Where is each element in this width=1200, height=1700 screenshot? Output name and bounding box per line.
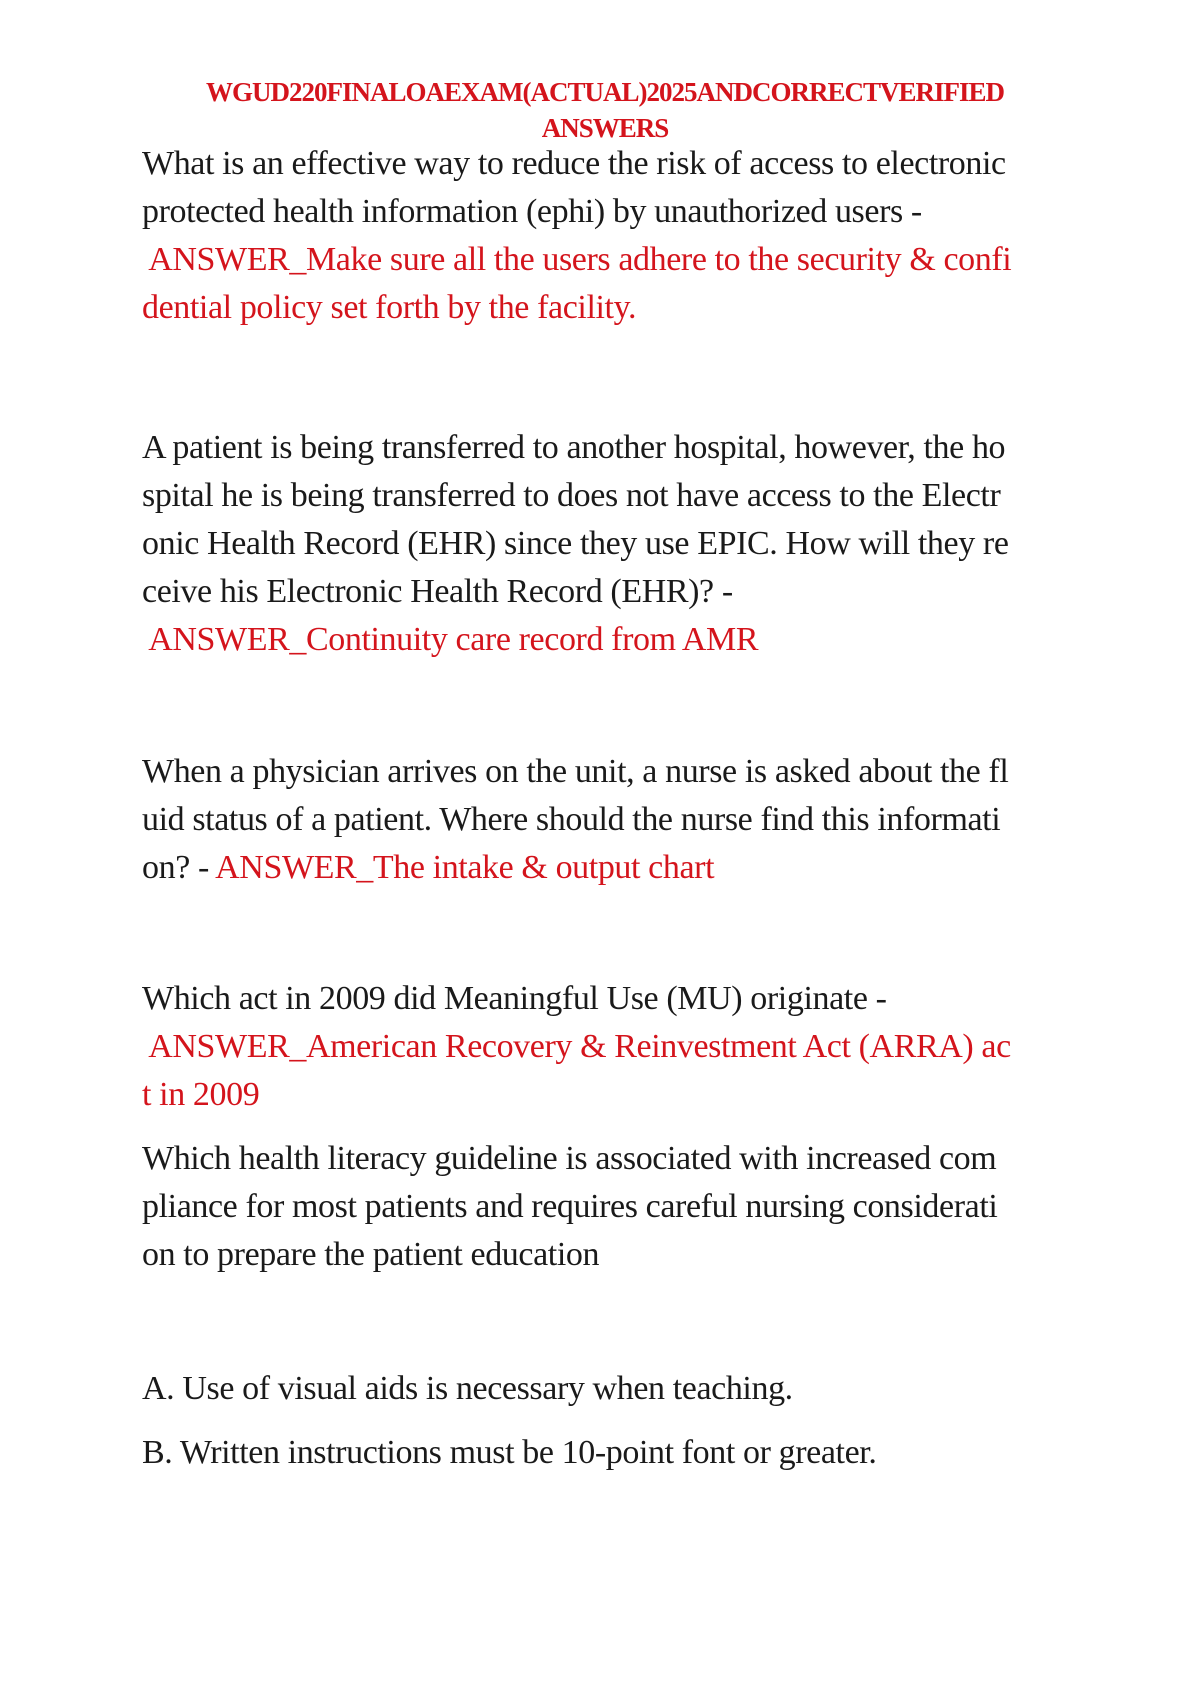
question-text: When a physician arrives on the unit, a nurse is asked about the fl [142, 753, 1009, 790]
answer-text: ANSWER_Make sure all the users adhere to the security & confi [142, 241, 1012, 278]
answer-text: ANSWER_Continuity care record from AMR [142, 621, 759, 658]
question-text: onic Health Record (EHR) since they use EPIC. How will they re [142, 525, 1009, 562]
answer-text: ANSWER_American Recovery & Reinvestment Act (ARRA) ac [142, 1028, 1011, 1065]
question-text: on? - [142, 849, 216, 886]
question-block-5 [142, 1135, 1072, 1279]
question-text: Which health literacy guideline is associated with increased com [142, 1140, 997, 1177]
answer-text: dential policy set forth by the facility. [142, 289, 637, 326]
answer-options [142, 1365, 1072, 1477]
option-b: B. Written instructions must be 10-point font or greater. [142, 1434, 877, 1471]
document-title-line-2: ANSWERS [541, 113, 669, 143]
answer-text: ANSWER_The intake & output chart [215, 849, 715, 886]
question-text: pliance for most patients and requires careful nursing considerati [142, 1188, 998, 1225]
question-text: spital he is being transferred to does not have access to the Electr [142, 477, 1001, 514]
question-block-4 [142, 975, 1072, 1119]
question-text: What is an effective way to reduce the risk of access to electronic [142, 145, 1006, 182]
question-block-1 [142, 140, 1072, 332]
question-text: ceive his Electronic Health Record (EHR)? - [142, 573, 733, 610]
question-text: protected health information (ephi) by unauthorized users - [142, 193, 922, 230]
question-text: Which act in 2009 did Meaningful Use (MU) originate - [142, 980, 887, 1017]
option-a: A. Use of visual aids is necessary when teaching. [142, 1370, 793, 1407]
document-title [130, 74, 1080, 146]
question-text: uid status of a patient. Where should the nurse find this informati [142, 801, 1001, 838]
question-block-2 [142, 424, 1072, 664]
document-title-line-1: WGUD220FINALOAEXAM(ACTUAL)2025ANDCORRECTVERIFIED [205, 77, 1005, 107]
answer-text: t in 2009 [142, 1076, 260, 1113]
question-text: on to prepare the patient education [142, 1236, 600, 1273]
question-block-3 [142, 748, 1072, 892]
question-text: A patient is being transferred to another hospital, however, the ho [142, 429, 1006, 466]
